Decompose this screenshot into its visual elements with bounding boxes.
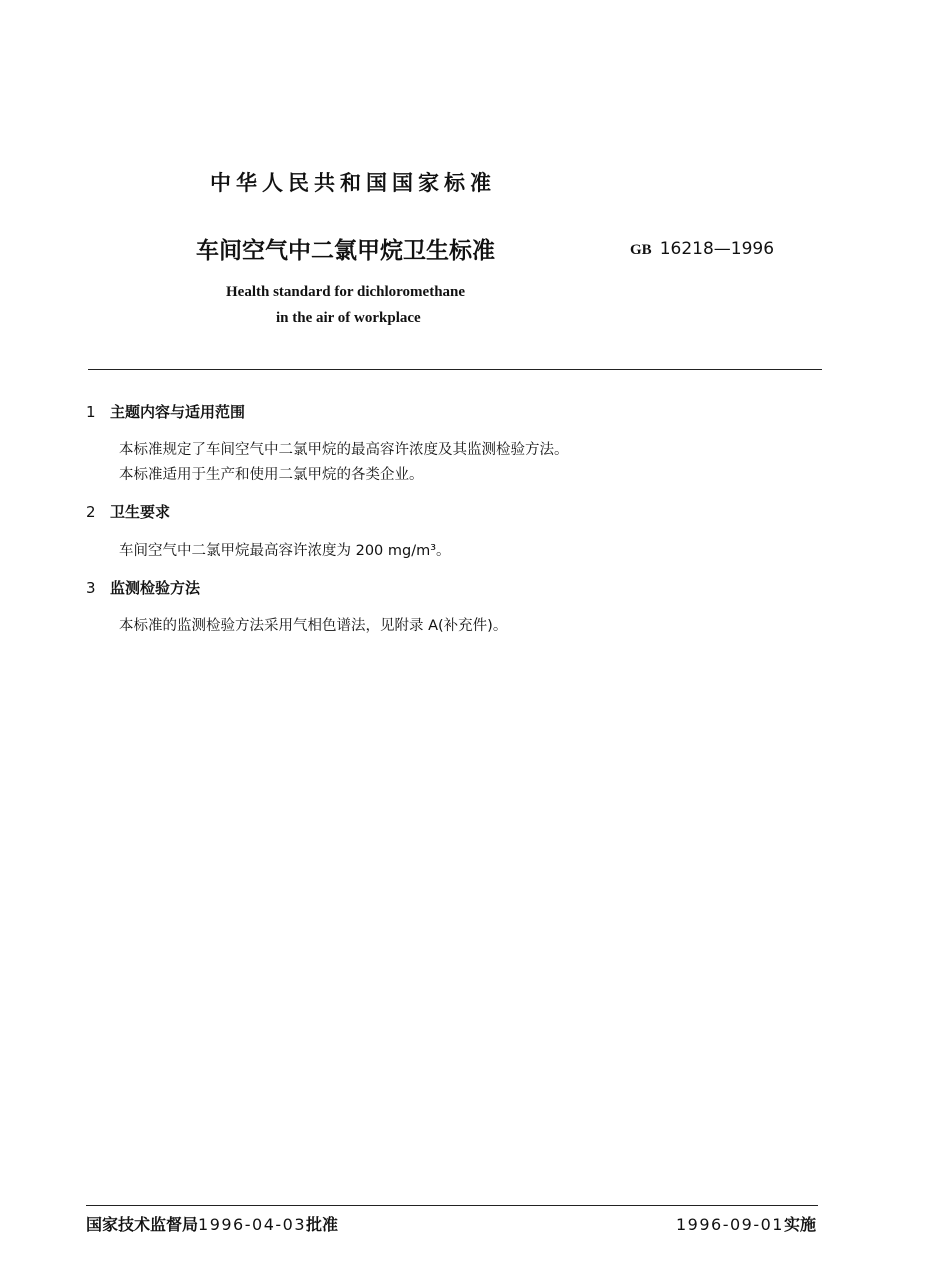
section-1-paragraph-1: 本标准规定了车间空气中二氯甲烷的最高容许浓度及其监测检验方法。 [119,442,569,458]
section-title: 主题内容与适用范围 [110,403,246,421]
section-number: 1 [86,403,96,421]
footer-divider [86,1205,818,1206]
section-heading-1 [86,401,245,422]
section-heading-3 [86,577,200,598]
english-title-line-1: Health standard for dichloromethane [226,284,466,300]
standard-code-number: 16218—1996 [659,239,775,259]
national-standard-heading: 中华人民共和国国家标准 [210,171,496,195]
effective-date: 1996-09-01 [676,1215,784,1234]
approval-label: 批准 [306,1215,339,1234]
standard-code-prefix: GB [630,242,652,258]
section-title: 监测检验方法 [110,579,201,597]
section-3-paragraph-1: 本标准的监测检验方法采用气相色谱法，见附录 A(补充件)。 [119,618,508,634]
section-number: 3 [86,579,96,597]
section-heading-2 [86,501,170,522]
section-1-paragraph-2: 本标准适用于生产和使用二氯甲烷的各类企业。 [119,467,424,483]
english-title-line-2: in the air of workplace [276,310,421,326]
section-2-paragraph-1: 车间空气中二氯甲烷最高容许浓度为 200 mg/m³。 [119,543,451,559]
approver-name: 国家技术监督局 [86,1215,199,1234]
effective-line [676,1212,816,1235]
effective-label: 实施 [783,1215,816,1234]
section-number: 2 [86,503,96,521]
standard-code [630,239,774,259]
header-divider [88,369,822,370]
document-title: 车间空气中二氯甲烷卫生标准 [196,238,495,264]
approval-date: 1996-04-03 [198,1215,306,1234]
approval-line [86,1212,338,1235]
section-title: 卫生要求 [110,503,171,521]
